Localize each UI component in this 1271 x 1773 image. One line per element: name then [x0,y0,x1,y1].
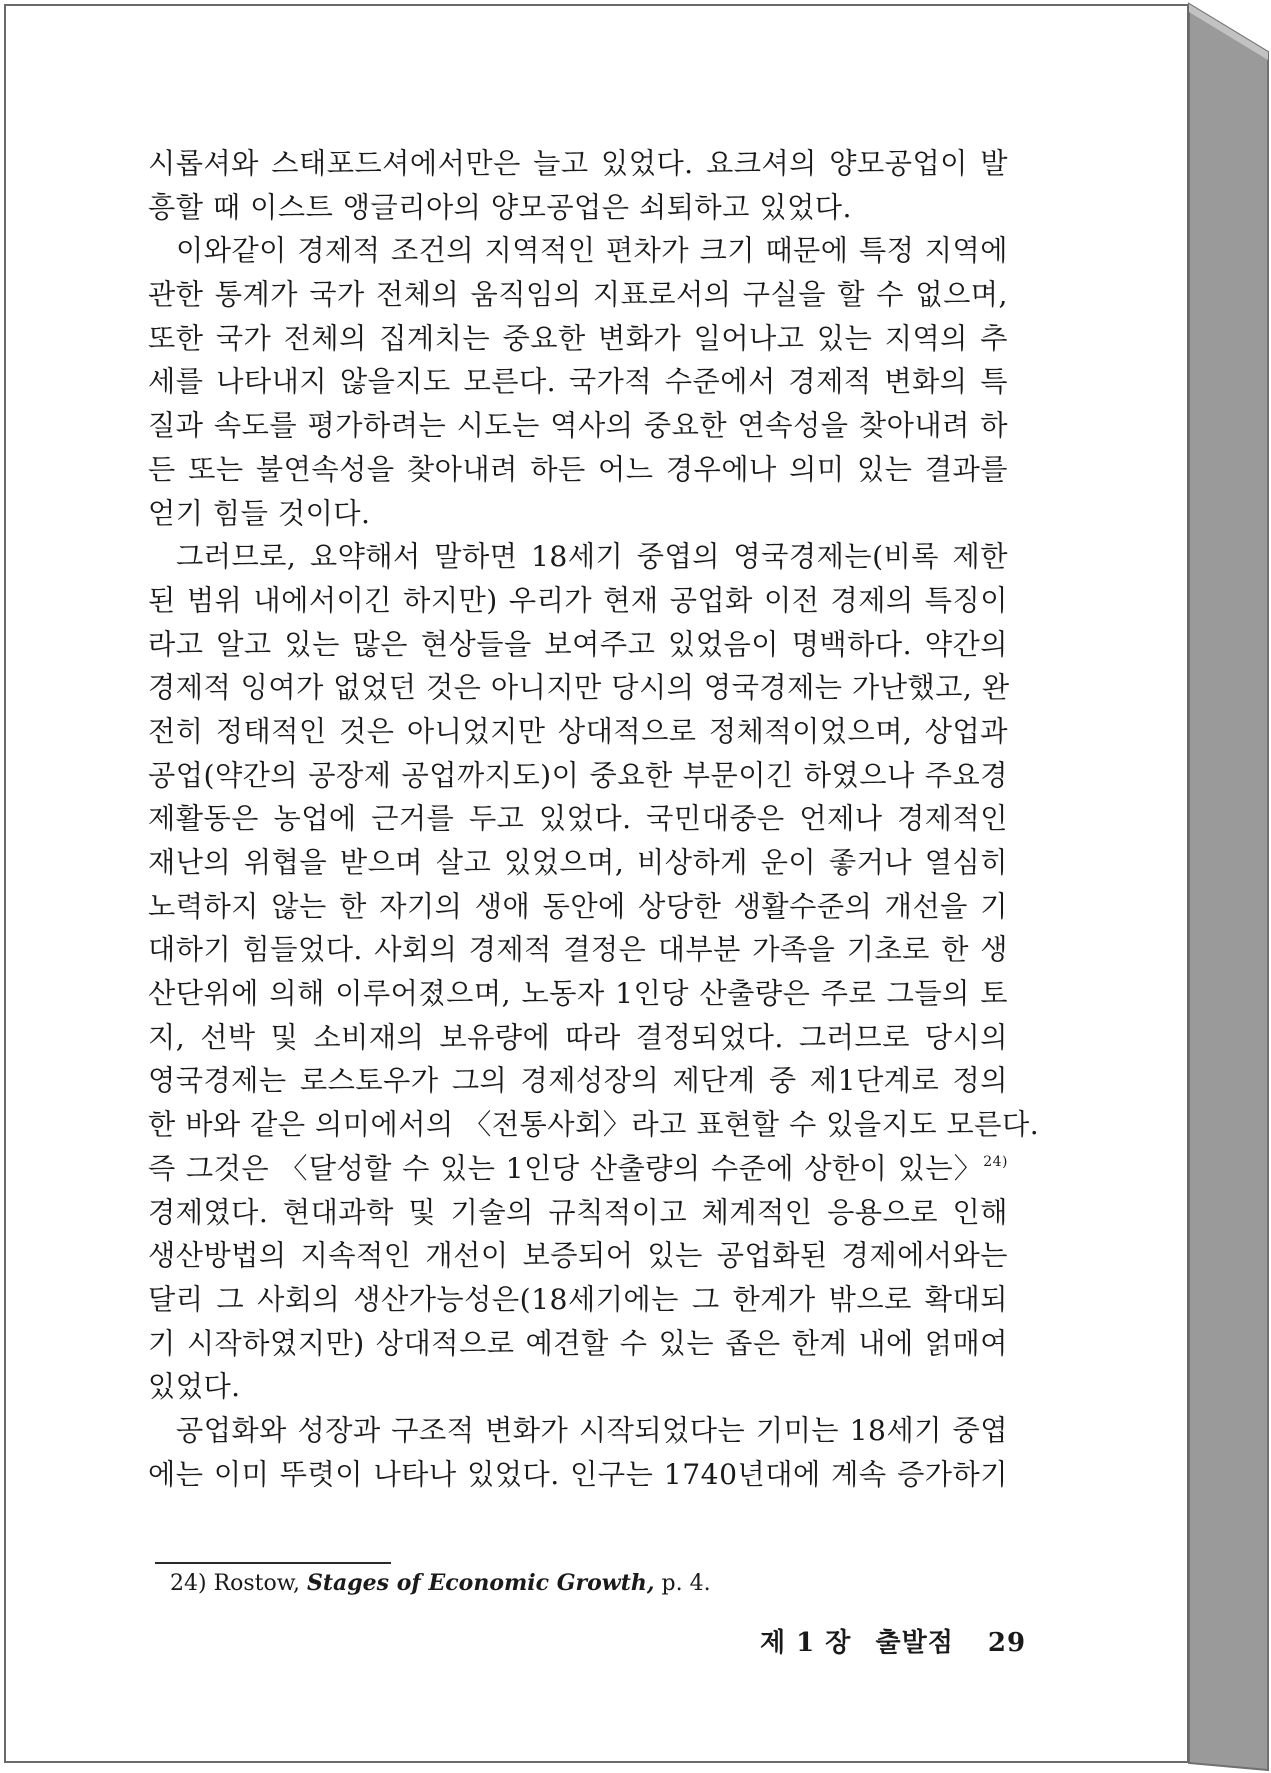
text-line: 산단위에 의해 이루어졌으며, 노동자 1인당 산출량은 주로 그들의 토 [148,977,1008,1011]
text-line: 든 또는 불연속성을 찾아내려 하든 어느 경우에나 의미 있는 결과를 [148,452,1008,486]
text-line: 재난의 위협을 받으며 살고 있었으며, 비상하게 운이 좋거나 열심히 [148,846,1008,879]
footnote-reference: 24) [983,1153,1008,1170]
text-line: 그러므로, 요약해서 말하면 18세기 중엽의 영국경제는(비록 제한 [176,540,1008,574]
page-number: 29 [987,1628,1027,1658]
text-line: 또한 국가 전체의 집계치는 중요한 변화가 일어나고 있는 지역의 추 [148,321,1008,355]
text-line: 경제였다. 현대과학 및 기술의 규칙적이고 체계적인 응용으로 인해 [148,1195,1008,1229]
text-line: 영국경제는 로스토우가 그의 경제성장의 제단계 중 제1단계로 정의 [148,1064,1008,1098]
footnote-page: p. 4. [661,1571,711,1596]
text-line-with-footnote-ref [148,1147,1008,1191]
text-line: 기 시작하였지만) 상대적으로 예견할 수 있는 좁은 한계 내에 얽매여 [148,1326,1008,1360]
text-line: 시롭셔와 스태포드셔에서만은 늘고 있었다. 요크셔의 양모공업이 발 [148,147,1008,180]
footnote-title: Stages of Economic Growth, [306,1570,655,1596]
text-line: 공업(약간의 공장제 공업까지도)이 중요한 부문이긴 하였으나 주요경 [148,758,1008,792]
text-line: 노력하지 않는 한 자기의 생애 동안에 상당한 생활수준의 개선을 기 [148,889,1008,923]
text-line: 흥할 때 이스트 앵글리아의 양모공업은 쇠퇴하고 있었다. [148,190,852,224]
text-line: 있었다. [148,1370,241,1404]
text-line: 제활동은 농업에 근거를 두고 있었다. 국민대중은 언제나 경제적인 [148,802,1008,836]
text-line: 경제적 잉여가 없었던 것은 아니지만 당시의 영국경제는 가난했고, 완 [148,671,1010,705]
text-line: 세를 나타내지 않을지도 모른다. 국가적 수준에서 경제적 변화의 특 [148,365,1008,399]
text-line: 라고 알고 있는 많은 현상들을 보여주고 있었음이 명백하다. 약간의 [148,627,1008,661]
text-line: 된 범위 내에서이긴 하지만) 우리가 현재 공업화 이전 경제의 특징이 [148,583,1008,617]
text-line: 대하기 힘들었다. 사회의 경제적 결정은 대부분 가족을 기초로 한 생 [148,933,1008,967]
text-line: 공업화와 성장과 구조적 변화가 시작되었다는 기미는 18세기 중엽 [176,1413,1008,1447]
footnote-divider [155,1562,391,1564]
footnote-number: 24) [170,1571,207,1596]
text-line: 지, 선박 및 소비재의 보유량에 따라 결정되었다. 그러므로 당시의 [148,1020,1008,1054]
text-line: 에는 이미 뚜렷이 나타나 있었다. 인구는 1740년대에 계속 증가하기 [148,1457,1008,1491]
chapter-title: 출발점 [875,1628,954,1658]
text-line: 질과 속도를 평가하려는 시도는 역사의 중요한 연속성을 찾아내려 하 [148,409,1008,443]
text-line-content: 즉 그것은 〈달성할 수 있는 1인당 산출량의 수준에 상한이 있는〉 [148,1151,984,1185]
chapter-label: 제 1 장 [760,1628,852,1658]
footnote-author: Rostow, [213,1571,300,1596]
text-line: 얻기 힘들 것이다. [148,496,371,530]
text-line: 달리 그 사회의 생산가능성은(18세기에는 그 한계가 밖으로 확대되 [148,1282,1008,1316]
text-line: 전히 정태적인 것은 아니었지만 상대적으로 정체적이었으며, 상업과 [148,714,1008,748]
text-line: 관한 통계가 국가 전체의 움직임의 지표로서의 구실을 할 수 없으며, [148,278,1008,312]
running-footer [760,1622,1026,1659]
footnote [170,1568,711,1599]
body-text [148,142,1040,1496]
text-line: 한 바와 같은 의미에서의 〈전통사회〉라고 표현할 수 있을지도 모른다. [148,1108,1040,1142]
text-line: 생산방법의 지속적인 개선이 보증되어 있는 공업화된 경제에서와는 [148,1239,1008,1273]
text-line: 이와같이 경제적 조건의 지역적인 편차가 크기 때문에 특정 지역에 [176,234,1008,268]
